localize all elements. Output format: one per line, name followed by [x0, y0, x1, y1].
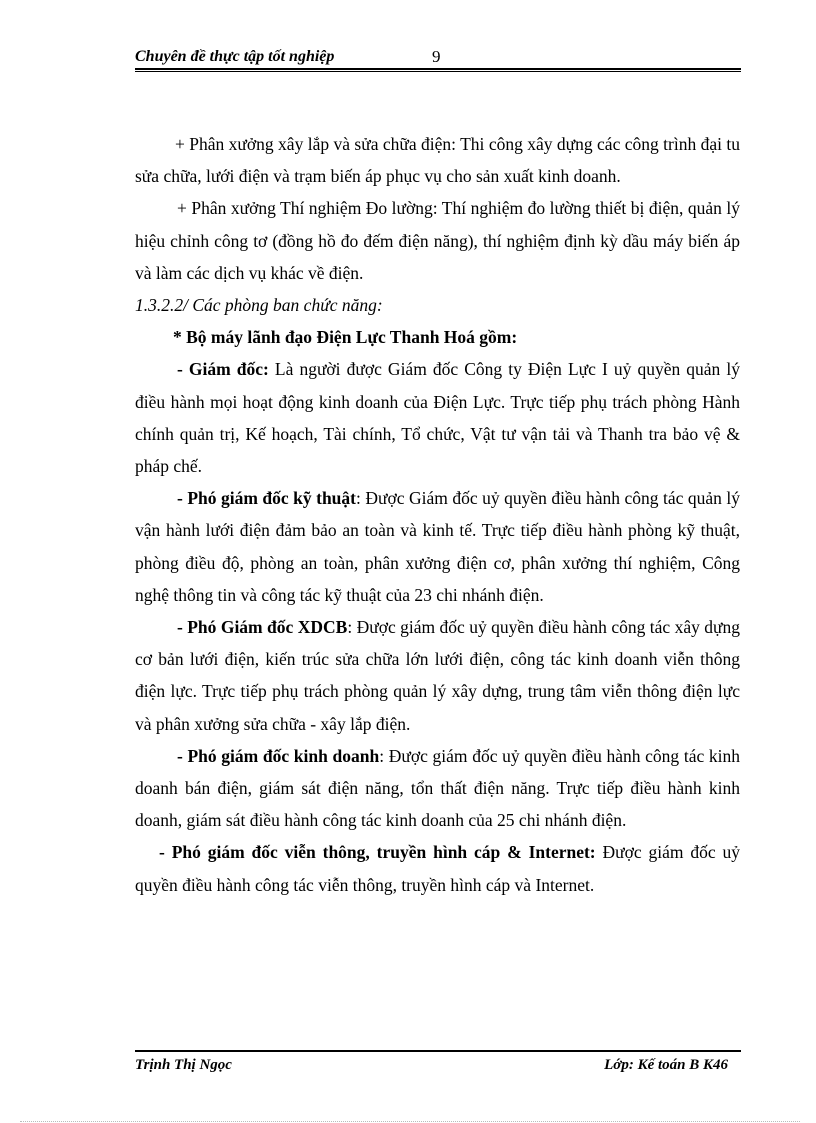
section-heading: 1.3.2.2/ Các phòng ban chức năng:	[135, 295, 383, 316]
paragraph-business-deputy	[135, 740, 740, 837]
document-body	[135, 128, 740, 901]
page-bottom-dotted-line	[20, 1121, 800, 1122]
leadership-heading: * Bộ máy lãnh đạo Điện Lực Thanh Hoá gồm:	[173, 327, 518, 348]
business-deputy-label: - Phó giám đốc kinh doanh	[177, 745, 380, 766]
tech-deputy-label: - Phó giám đốc kỹ thuật	[177, 488, 356, 509]
telecom-deputy-text: Được giám đốc uỷ quyền điều hành công tác viễn thông, truyền hình cáp và Internet.	[135, 842, 740, 895]
paragraph-testing-workshop: + Phân xưởng Thí nghiệm Đo lường: Thí nghiệm đo lường thiết bị điện, quản lý hiệu chỉnh công tơ (đồng hồ đo đếm điện năng), thí nghiệm định kỳ dầu máy biến áp và làm các dịch vụ khác về điện.	[135, 198, 740, 283]
telecom-deputy-label: - Phó giám đốc viễn thông, truyền hình cáp & Internet:	[159, 842, 596, 863]
paragraph-telecom-deputy	[135, 836, 740, 900]
footer-rule	[135, 1050, 741, 1052]
paragraph-repair-workshop: + Phân xưởng xây lắp và sửa chữa điện: Thi công xây dựng các công trình đại tu sửa chữa, lưới điện và trạm biến áp phục vụ cho sản xuất kinh doanh.	[135, 134, 740, 187]
page-footer	[135, 1057, 740, 1077]
xdcb-deputy-label: - Phó Giám đốc XDCB	[177, 617, 348, 638]
business-deputy-text: : Được giám đốc uỷ quyền điều hành công tác kinh doanh bán điện, giám sát điện năng, tổn thất điện năng. Trực tiếp điều hành kinh doanh, giám sát điều hành công tác kinh doanh của 25 chi nhánh điện.	[135, 745, 740, 831]
header-rule-thin	[135, 71, 741, 72]
header-title: Chuyên đề thực tập tốt nghiệp	[135, 48, 335, 65]
tech-deputy-text: : Được Giám đốc uỷ quyền điều hành công tác quản lý vận hành lưới điện đảm bảo an toàn và kinh tế. Trực tiếp điều hành phòng kỹ thuật, phòng điều độ, phòng an toàn, phân xưởng điện cơ, phân xưởng thí nghiệm, Công nghệ thông tin và công tác kỹ thuật của 23 chi nhánh điện.	[135, 488, 740, 605]
footer-author: Trịnh Thị Ngọc	[135, 1057, 232, 1073]
paragraph-director	[135, 353, 740, 482]
paragraph-xdcb-deputy	[135, 611, 740, 740]
footer-class: Lớp: Kế toán B K46	[604, 1057, 728, 1073]
page-header	[135, 48, 740, 68]
director-text: Là người được Giám đốc Công ty Điện Lực I uỷ quyền quản lý điều hành mọi hoạt động kinh doanh của Điện Lực. Trực tiếp phụ trách phòng Hành chính quản trị, Kế hoạch, Tài chính, Tổ chức, Vật tư vận tải và Thanh tra bảo vệ & pháp chế.	[135, 359, 740, 477]
paragraph-tech-deputy	[135, 482, 740, 611]
page-number: 9	[432, 47, 441, 66]
xdcb-deputy-text: : Được giám đốc uỷ quyền điều hành công tác xây dựng cơ bản lưới điện, kiến trúc sửa chữa lớn lưới điện, công tác kinh doanh viễn thông điện lực. Trực tiếp phụ trách phòng quản lý xây dựng, trung tâm viễn thông điện lực và phân xưởng sửa chữa - xây lắp điện.	[135, 617, 740, 734]
header-rule	[135, 68, 741, 70]
director-label: - Giám đốc:	[177, 359, 269, 380]
